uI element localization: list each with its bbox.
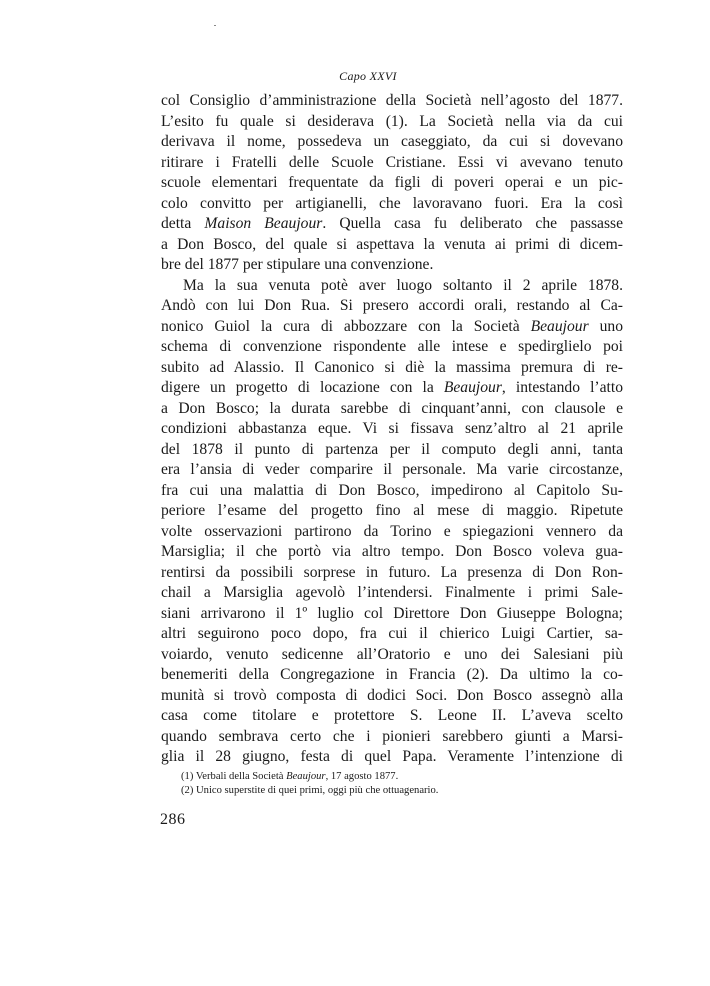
text-line: [161, 214, 623, 235]
text-run: . Quella casa fu deliberato che passasse: [322, 215, 624, 232]
running-head: Capo XXVI: [339, 69, 397, 83]
footnote-1: [181, 770, 601, 784]
text-line: era l’ansia di veder comparire il personale. Ma varie circostanze,: [161, 461, 623, 478]
body-text: [161, 91, 623, 768]
text-run: detta: [161, 215, 205, 232]
footnote-marker: (1): [181, 771, 194, 782]
text-line: [161, 317, 623, 338]
text-line: a Don Bosco, del quale si aspettava la venuta ai primi di dicem-: [161, 235, 623, 253]
text-line: ritirare i Fratelli delle Scuole Cristiane. Essi vi avevano tenuto: [161, 153, 623, 171]
text-line: casa come titolare e protettore S. Leone II. L’aveva scelto: [161, 707, 623, 724]
text-run: uno: [588, 317, 623, 335]
text-run: nonico Guiol la cura di abbozzare con la Società: [161, 317, 531, 335]
text-line: subito ad Alassio. Il Canonico si diè la massima premura di re-: [161, 358, 623, 376]
text-line: [161, 378, 623, 399]
footnote-text: Unico superstite di quei primi, oggi più che ottuagenario.: [193, 785, 439, 796]
text-line: benemeriti della Congregazione in Francia (2). Da ultimo la co-: [161, 666, 623, 683]
italic-term: Maison Beaujour: [204, 215, 323, 232]
italic-term: Beaujour: [530, 317, 589, 335]
text-line: periore l’esame del progetto fino al mese di maggio. Ripetute: [161, 502, 623, 519]
footnote-marker: (2): [181, 785, 194, 796]
text-run: digere un progetto di locazione con la: [161, 379, 444, 396]
footnote-2: [181, 784, 601, 798]
page-number: 286: [160, 811, 186, 828]
text-line: chail a Marsiglia agevolò l’intendersi. Finalmente i primi Sale-: [161, 584, 623, 601]
text-line: rentirsi da possibili sorprese in futuro. La presenza di Don Ron-: [161, 563, 623, 581]
text-line: colo convitto per artigianelli, che lavoravano fuori. Era la così: [161, 194, 623, 212]
text-line: altri seguirono poco dopo, fra cui il chierico Luigi Cartier, sa-: [161, 625, 623, 642]
text-line: glia il 28 giugno, festa di quel Papa. Veramente l’intenzione di: [161, 748, 623, 765]
paragraph-start-line: Ma la sua venuta potè aver luogo soltanto il 2 aprile 1878.: [183, 276, 623, 294]
footnote-text: , 17 agosto 1877.: [325, 771, 399, 782]
text-line: munità si trovò composta di dodici Soci. Don Bosco assegnò alla: [161, 686, 623, 704]
text-line: scuole elementari frequentate da figli di poveri operai e un pic-: [161, 174, 623, 191]
text-run: , intestando l’atto: [501, 379, 624, 396]
text-line: volte osservazioni partirono da Torino e spiegazioni vennero da: [161, 522, 623, 540]
text-line: fra cui una malattia di Don Bosco, impedirono al Capitolo Su-: [161, 481, 623, 499]
italic-term: Beaujour: [443, 379, 502, 396]
text-line: voiardo, venuto sedicenne all’Oratorio e uno dei Salesiani più: [161, 645, 623, 663]
text-line: del 1878 il punto di partenza per il computo degli anni, tanta: [161, 440, 623, 458]
text-line: schema di convenzione rispondente alle intese e spedirglielo poi: [161, 338, 623, 355]
scan-speck: [214, 25, 216, 26]
text-line: bre del 1877 per stipulare una convenzione.: [161, 256, 434, 273]
footnote-text: Verbali della Società: [193, 771, 287, 782]
footnotes: [181, 770, 601, 798]
text-line: siani arrivarono il 1º luglio col Direttore Don Giuseppe Bologna;: [161, 604, 623, 622]
text-line: condizioni abbastanza eque. Vi si fissava senz’altro al 21 aprile: [161, 420, 623, 437]
text-line: quando sembrava certo che i pionieri sarebbero giunti a Marsi-: [161, 727, 623, 745]
text-line: col Consiglio d’amministrazione della Società nell’agosto del 1877.: [161, 92, 623, 109]
text-line: L’esito fu quale si desiderava (1). La Società nella via da cui: [161, 112, 623, 130]
text-line: a Don Bosco; la durata sarebbe di cinquant’anni, con clausole e: [161, 399, 623, 417]
footnote-italic: Beaujour: [286, 771, 326, 782]
text-line: Andò con lui Don Rua. Si presero accordi orali, restando al Ca-: [161, 297, 623, 314]
text-line: derivava il nome, possedeva un caseggiato, da cui si dovevano: [161, 133, 623, 150]
text-line: Marsiglia; il che portò via altro tempo. Don Bosco voleva gua-: [161, 543, 623, 560]
